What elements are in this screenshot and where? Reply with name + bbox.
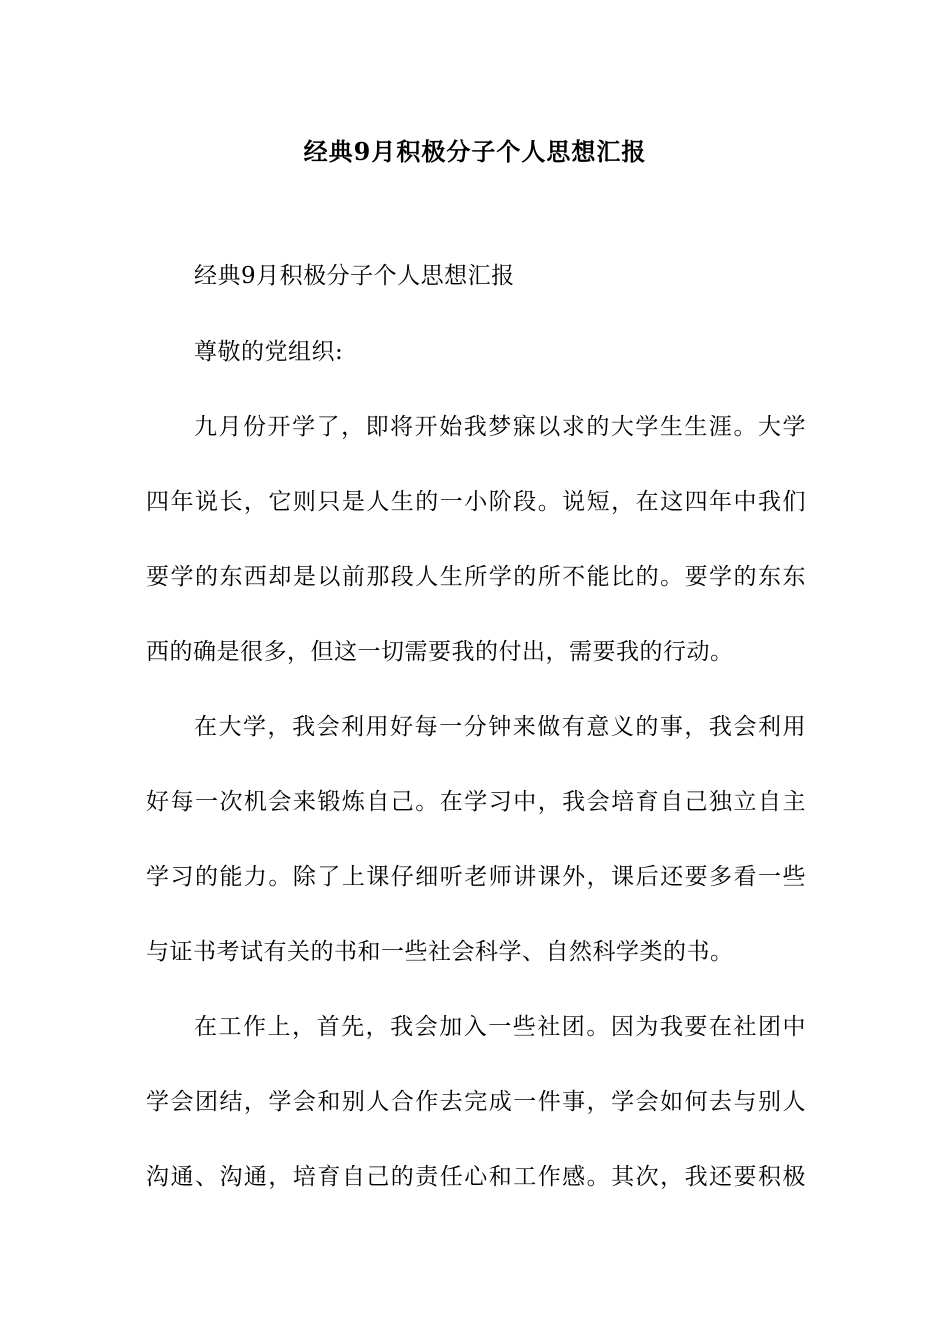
body-line: 在大学，我会利用好每一分钟来做有意义的事，我会利用 — [194, 714, 806, 740]
body-line: 沟通、沟通，培育自己的责任心和工作感。其次，我还要积极 — [146, 1164, 806, 1190]
body-line: 在工作上，首先，我会加入一些社团。因为我要在社团中 — [194, 1014, 806, 1040]
body-line: 经典9月积极分子个人思想汇报 — [194, 263, 515, 289]
body-line: 四年说长，它则只是人生的一小阶段。说短，在这四年中我们 — [146, 489, 806, 515]
body-line: 好每一次机会来锻炼自己。在学习中，我会培育自己独立自主 — [146, 789, 806, 815]
body-line: 与证书考试有关的书和一些社会科学、自然科学类的书。 — [146, 939, 734, 965]
body-line: 学会团结，学会和别人合作去完成一件事，学会如何去与别人 — [146, 1089, 806, 1115]
body-line: 尊敬的党组织: — [194, 339, 344, 365]
document-title: 经典9月积极分子个人思想汇报 — [303, 137, 647, 166]
body-line: 要学的东西却是以前那段人生所学的所不能比的。要学的东东 — [146, 564, 806, 590]
body-line: 西的确是很多，但这一切需要我的付出，需要我的行动。 — [146, 639, 734, 665]
body-line: 学习的能力。除了上课仔细听老师讲课外，课后还要多看一些 — [146, 864, 806, 890]
body-line: 九月份开学了，即将开始我梦寐以求的大学生生涯。大学 — [194, 414, 806, 440]
